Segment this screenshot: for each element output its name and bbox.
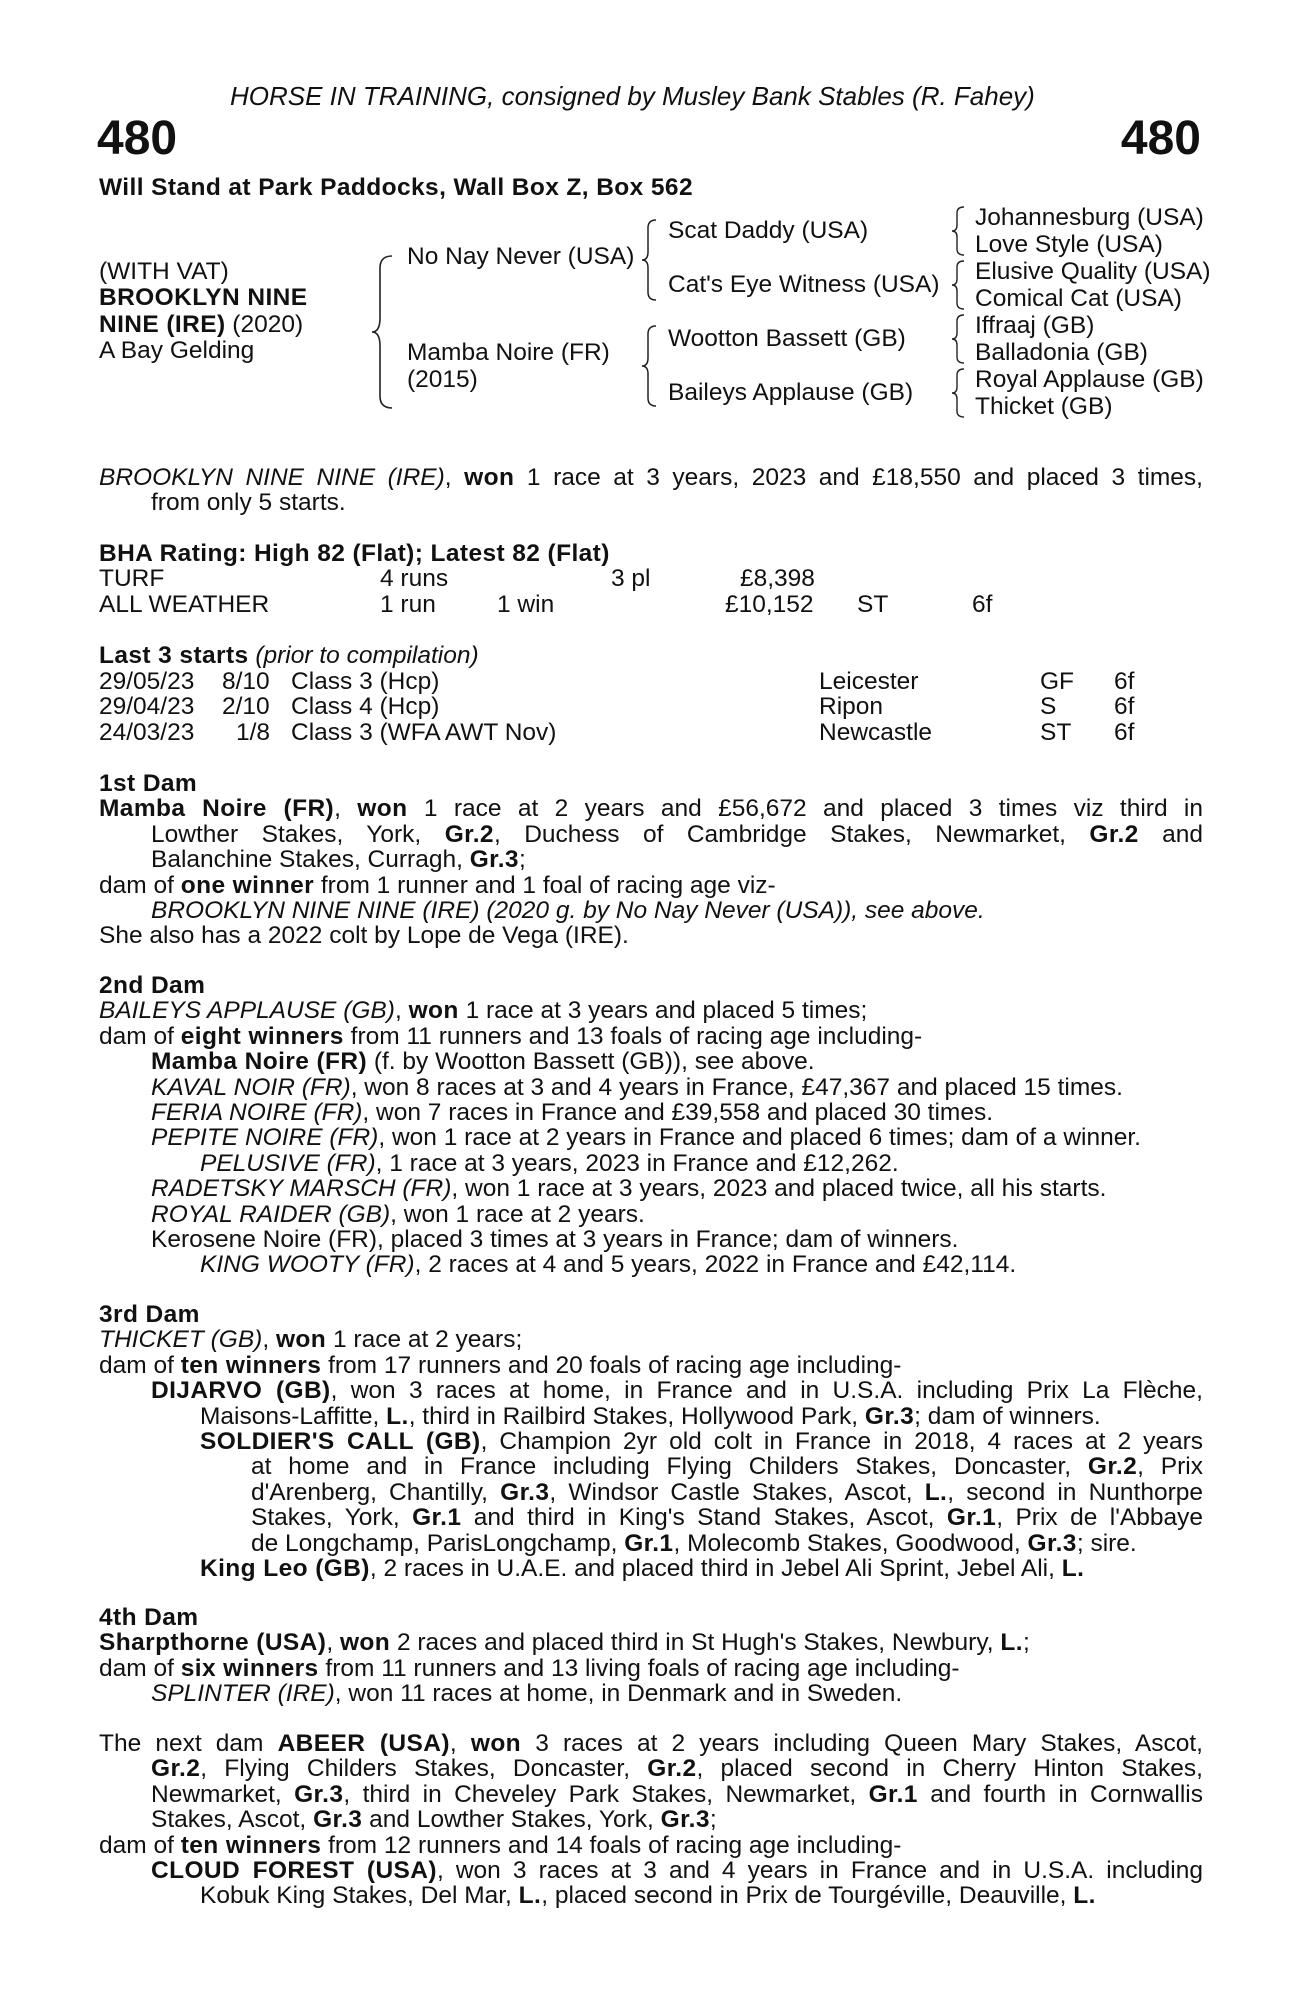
horse-name-suffix: NINE (IRE) (99, 311, 226, 338)
start-distance: 6f (1114, 668, 1135, 695)
record-text: Stakes, York, (251, 1504, 413, 1532)
separator: , (394, 997, 409, 1025)
grade-label: Gr.2 (647, 1755, 697, 1783)
race-summary: BROOKLYN NINE NINE (IRE), won 1 race at 3 years, 2023 and £18,550 and placed 3 times, from only 5 starts. (99, 464, 1203, 517)
second-dam-heading: 2nd Dam (99, 972, 206, 999)
produce-name: KING WOOTY (FR) (200, 1251, 415, 1279)
record-text: at home and in France including Flying Childers Stakes, Doncaster, (251, 1453, 1088, 1481)
pedigree-brace-sire (640, 218, 658, 302)
produce-name: King Leo (GB) (200, 1555, 370, 1583)
produce-name: SOLDIER'S CALL (GB) (200, 1428, 481, 1456)
dam-sire-sire: Iffraaj (GB) (975, 312, 1095, 339)
start-course: Newcastle (819, 719, 933, 746)
record-text: , second in Nunthorpe (947, 1478, 1203, 1506)
grade-label: L. (1000, 1629, 1023, 1657)
pedigree-brace-3a (950, 205, 966, 257)
fourth-dam-name: Sharpthorne (USA) (99, 1629, 327, 1657)
fourth-dam-section (99, 1605, 1203, 1707)
record-text: Maisons-Laffitte, (200, 1402, 387, 1430)
pedigree-brace-3b (950, 259, 966, 311)
grade-label: Gr.1 (624, 1529, 674, 1557)
winner-count: eight winners (180, 1022, 344, 1050)
produce-name: SPLINTER (IRE) (151, 1680, 335, 1708)
record-text: , third in Railbird Stakes, Hollywood Park, (408, 1402, 865, 1430)
sire-sire: Scat Daddy (USA) (668, 217, 869, 244)
sire-dam: Cat's Eye Witness (USA) (668, 271, 940, 298)
record-text: The next dam (99, 1730, 278, 1757)
record-text: 1 race at 2 years and £56,672 and placed 3 times viz third in (407, 795, 1203, 823)
last-starts-title: Last 3 starts (99, 642, 249, 669)
grade-label: Gr.2 (1089, 820, 1139, 848)
rating-surface: ALL WEATHER (99, 591, 270, 618)
rating-going: ST (857, 591, 889, 618)
start-distance: 6f (1114, 719, 1135, 746)
grade-label: L. (1061, 1555, 1085, 1583)
record-text: and (1138, 820, 1204, 848)
produce-entry: Kerosene Noire (FR), placed 3 times at 3 years in France; dam of winners. (151, 1226, 959, 1254)
dam-dam: Baileys Applause (GB) (668, 379, 914, 406)
rating-runs: 4 runs (380, 565, 449, 592)
produce-note: She also has a 2022 colt by Lope de Vega (IRE). (99, 922, 629, 950)
grade-label: Gr.3 (1027, 1529, 1077, 1557)
grade-label: L. (1073, 1882, 1096, 1910)
record-text: , 2 races at 4 and 5 years, 2022 in France and £42,114. (414, 1251, 1017, 1279)
winner-count: one winner (180, 871, 315, 899)
record-text: from 11 runners and 13 living foals of racing age including- (318, 1654, 960, 1682)
last-starts-heading (99, 643, 479, 668)
record-text: , 1 race at 3 years, 2023 in France and £12,262. (375, 1149, 899, 1177)
record-text: dam of (99, 1351, 181, 1379)
record-text: , Prix de l'Abbaye (996, 1504, 1203, 1532)
record-text: , placed second in Cherry Hinton Stakes, (696, 1755, 1203, 1783)
third-dam-name: THICKET (GB) (99, 1326, 263, 1354)
grade-label: Gr.2 (1087, 1453, 1138, 1481)
record-text: and fourth in Cornwallis (917, 1780, 1203, 1808)
grade-label: Gr.3 (469, 846, 519, 874)
record-text: from 11 runners and 13 foals of racing age including- (343, 1022, 923, 1050)
record-text: from 1 runner and 1 foal of racing age viz- (314, 871, 776, 899)
record-text: ; (1022, 1629, 1030, 1657)
record-text: dam of (99, 1831, 181, 1859)
dam-year: (2015) (407, 366, 478, 393)
start-course: Ripon (819, 693, 884, 720)
horse-foaling-year: (2020) (225, 311, 304, 338)
rating-prize: £8,398 (740, 565, 815, 592)
record-text: ; sire. (1076, 1529, 1137, 1557)
produce-name: FERIA NOIRE (FR) (151, 1099, 363, 1127)
rating-runs: 1 run (380, 591, 436, 618)
record-text: dam of (99, 1022, 181, 1050)
winner-count: ten winners (180, 1351, 322, 1379)
horse-description: A Bay Gelding (99, 337, 255, 364)
dam-sire-dam: Balladonia (GB) (975, 339, 1148, 366)
record-text: , won 3 races at 3 and 4 years in France and in U.S.A. including (436, 1857, 1204, 1885)
pedigree-brace-3c (950, 313, 966, 365)
record-text: , Windsor Castle Stakes, Ascot, (549, 1478, 925, 1506)
grade-label: L. (518, 1882, 542, 1910)
record-text: ; dam of winners. (914, 1402, 1101, 1430)
sire-dam-dam: Comical Cat (USA) (975, 285, 1182, 312)
grade-label: L. (386, 1402, 409, 1430)
dam-dam-sire: Royal Applause (GB) (975, 366, 1204, 393)
won-label: won (357, 795, 408, 823)
grade-label: Gr.3 (500, 1478, 550, 1506)
start-distance: 6f (1114, 693, 1135, 720)
record-text: dam of (99, 871, 181, 899)
last-starts-note: (prior to compilation) (248, 642, 479, 669)
record-text: , Champion 2yr old colt in France in 2018, 4 races at 2 years (480, 1428, 1203, 1456)
record-text: , won 3 races at home, in France and in U.S.A. including Prix La Flèche, (330, 1377, 1203, 1405)
produce-name: Mamba Noire (FR) (151, 1048, 368, 1076)
record-text: , won 7 races in France and £39,558 and placed 30 times. (362, 1099, 994, 1127)
next-dam-section (99, 1731, 1203, 1909)
dam: Mamba Noire (FR) (407, 339, 610, 366)
summary-text-line1: 1 race at 3 years, 2023 and £18,550 and placed 3 times, (514, 464, 1203, 491)
rating-wins: 1 win (497, 591, 555, 618)
record-text: from 17 runners and 20 foals of racing age including- (321, 1351, 902, 1379)
lot-number-right: 480 (1120, 112, 1201, 165)
record-text: from 12 runners and 14 foals of racing age including- (321, 1831, 902, 1859)
start-date: 24/03/23 (99, 719, 195, 746)
won-label: won (408, 997, 459, 1025)
pedigree-brace-main (370, 254, 396, 410)
summary-horse-name: BROOKLYN NINE NINE (IRE) (99, 464, 445, 491)
third-dam-section (99, 1302, 1203, 1581)
start-race: Class 3 (Hcp) (291, 668, 440, 695)
vat-note: (WITH VAT) (99, 258, 229, 285)
record-text: ; (709, 1806, 717, 1834)
first-dam-section (99, 771, 1203, 949)
record-text: Lowther Stakes, York, (151, 820, 445, 848)
next-dam-name: ABEER (USA) (277, 1730, 450, 1757)
pedigree-brace-dam (640, 324, 658, 408)
start-going: S (1040, 693, 1057, 720)
record-text: Stakes, Ascot, (151, 1806, 314, 1834)
record-text: 2 races and placed third in St Hugh's Stakes, Newbury, (390, 1629, 1001, 1657)
record-text: d'Arenberg, Chantilly, (251, 1478, 501, 1506)
produce-name: RADETSKY MARSCH (FR) (151, 1175, 452, 1203)
grade-label: Gr.1 (946, 1504, 997, 1532)
produce-name: ROYAL RAIDER (GB) (151, 1200, 391, 1228)
record-text: Balanchine Stakes, Curragh, (151, 846, 470, 874)
record-text: ; (518, 846, 526, 874)
record-text: , Duchess of Cambridge Stakes, Newmarket, (493, 820, 1090, 848)
second-dam-name: BAILEYS APPLAUSE (GB) (99, 997, 395, 1025)
record-text: 1 race at 2 years; (326, 1326, 523, 1354)
sire-sire-dam: Love Style (USA) (975, 231, 1163, 258)
separator: , (449, 1730, 471, 1757)
record-text: , third in Cheveley Park Stakes, Newmarket, (343, 1780, 869, 1808)
start-going: GF (1040, 668, 1075, 695)
horse-name-line1: BROOKLYN NINE (99, 284, 308, 311)
grade-label: Gr.2 (444, 820, 494, 848)
won-label: won (275, 1326, 327, 1354)
start-date: 29/05/23 (99, 668, 195, 695)
record-text: and third in King's Stand Stakes, Ascot, (461, 1504, 947, 1532)
produce-name: KAVAL NOIR (FR) (151, 1073, 351, 1101)
rating-placed: 3 pl (611, 565, 651, 592)
record-text: , won 11 races at home, in Denmark and in Sweden. (334, 1680, 903, 1708)
separator: , (326, 1629, 340, 1657)
record-text: (f. by Wootton Bassett (GB)), see above. (367, 1048, 815, 1076)
start-going: ST (1040, 719, 1072, 746)
start-date: 29/04/23 (99, 693, 195, 720)
record-text: 1 race at 3 years and placed 5 times; (458, 997, 868, 1025)
horse-name-line2 (99, 312, 303, 337)
record-text: , won 8 races at 3 and 4 years in France, £47,367 and placed 15 times. (350, 1073, 1123, 1101)
start-position: 1/8 (236, 719, 271, 746)
record-text: dam of (99, 1654, 181, 1682)
fourth-dam-heading: 4th Dam (99, 1604, 199, 1631)
start-position: 8/10 (222, 668, 270, 695)
record-text: 3 races at 2 years including Queen Mary Stakes, Ascot, (521, 1730, 1203, 1757)
start-course: Leicester (819, 668, 919, 695)
grade-label: Gr.3 (864, 1402, 915, 1430)
summary-won: won (464, 464, 515, 491)
start-race: Class 4 (Hcp) (291, 693, 440, 720)
dam-dam-dam: Thicket (GB) (975, 393, 1113, 420)
record-text: , Molecomb Stakes, Goodwood, (673, 1529, 1028, 1557)
produce-name: PEPITE NOIRE (FR) (151, 1124, 379, 1152)
rating-distance: 6f (972, 591, 993, 618)
first-dam-heading: 1st Dam (99, 770, 198, 797)
record-text: , won 1 race at 3 years, 2023 and placed twice, all his starts. (451, 1175, 1107, 1203)
won-label: won (339, 1629, 391, 1657)
record-text: , won 1 race at 2 years in France and placed 6 times; dam of a winner. (378, 1124, 1141, 1152)
record-text: , won 1 race at 2 years. (390, 1200, 645, 1228)
grade-label: Gr.1 (412, 1504, 462, 1532)
pedigree-brace-3d (950, 367, 966, 419)
start-race: Class 3 (WFA AWT Nov) (291, 719, 557, 746)
grade-label: L. (924, 1478, 948, 1506)
record-text: Kobuk King Stakes, Del Mar, (200, 1882, 519, 1910)
winner-count: ten winners (180, 1831, 322, 1859)
rating-surface: TURF (99, 565, 165, 592)
produce-name: CLOUD FOREST (USA) (151, 1857, 437, 1885)
rating-prize: £10,152 (725, 591, 814, 618)
bha-rating-heading: BHA Rating: High 82 (Flat); Latest 82 (Flat) (99, 540, 610, 567)
separator: , (334, 795, 358, 823)
stable-location: Will Stand at Park Paddocks, Wall Box Z, Box 562 (99, 174, 693, 201)
grade-label: Gr.2 (151, 1755, 201, 1783)
dam-sire: Wootton Bassett (GB) (668, 325, 906, 352)
grade-label: Gr.1 (868, 1780, 918, 1808)
lot-number-left: 480 (97, 112, 178, 165)
third-dam-heading: 3rd Dam (99, 1301, 200, 1328)
first-dam-name: Mamba Noire (FR) (99, 795, 335, 823)
record-text: , Prix (1137, 1453, 1203, 1481)
record-text: , 2 races in U.A.E. and placed third in Jebel Ali Sprint, Jebel Ali, (369, 1555, 1062, 1583)
sire-dam-sire: Elusive Quality (USA) (975, 258, 1211, 285)
sire: No Nay Never (USA) (407, 243, 635, 270)
sire-sire-sire: Johannesburg (USA) (975, 204, 1204, 231)
second-dam-section (99, 973, 1203, 1278)
won-label: won (470, 1730, 522, 1757)
start-position: 2/10 (222, 693, 270, 720)
separator: , (262, 1326, 276, 1354)
grade-label: Gr.3 (294, 1780, 344, 1808)
produce-name: PELUSIVE (FR) (200, 1149, 376, 1177)
catalogue-header: HORSE IN TRAINING, consigned by Musley Bank Stables (R. Fahey) (230, 81, 1035, 111)
produce-name: DIJARVO (GB) (151, 1377, 331, 1405)
record-text: , Flying Childers Stakes, Doncaster, (200, 1755, 648, 1783)
record-text: and Lowther Stakes, York, (362, 1806, 661, 1834)
record-text: , placed second in Prix de Tourgéville, Deauville, (541, 1882, 1074, 1910)
grade-label: Gr.3 (313, 1806, 363, 1834)
summary-text-line2: from only 5 starts. (151, 489, 346, 517)
record-text: de Longchamp, ParisLongchamp, (251, 1529, 625, 1557)
grade-label: Gr.3 (660, 1806, 710, 1834)
record-text: Newmarket, (151, 1780, 295, 1808)
winner-count: six winners (180, 1654, 319, 1682)
produce-entry: BROOKLYN NINE NINE (IRE) (2020 g. by No Nay Never (USA)), see above. (151, 897, 985, 925)
